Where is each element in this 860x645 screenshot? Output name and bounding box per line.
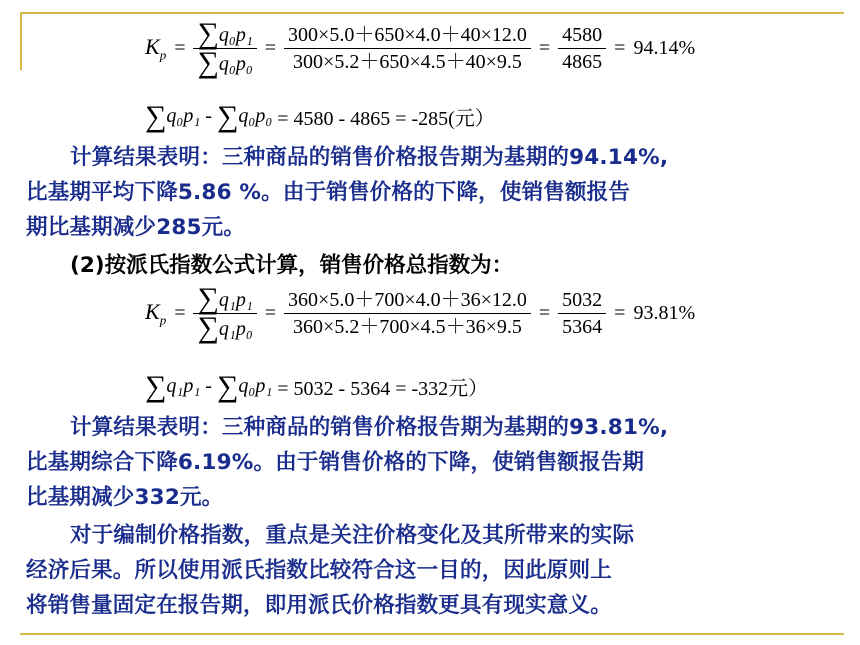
section-heading: (2)按派氏指数公式计算，销售价格总指数为： <box>70 253 514 278</box>
numeric-fraction: $\frac{300\times 5.0+650\times 4.0+40\times 12.0}{300\times 5.2+650\times 4.5+40\times 9.5}$ <box>284 22 531 75</box>
formula-result: 94.14% <box>633 37 696 59</box>
value-fraction: $\frac{4580}{4865}$ <box>558 22 606 75</box>
value-fraction: $\frac{5032}{5364}$ <box>558 287 606 340</box>
formula-result: 93.81% <box>633 302 696 324</box>
formula-lhs: $K_p$ <box>145 298 167 328</box>
left-border-rule <box>20 12 22 70</box>
difference-line-1: ∑ q₀p₁ - ∑ q₀p₀ = 4580 - 4865 = -285(元） <box>145 99 495 133</box>
symbolic-fraction: $\frac{\text{∑q₁p₁}}{\text{∑q₁p₀}}$ <box>193 285 256 342</box>
top-border-rule <box>20 12 844 14</box>
paasche-formula: $K_p$ = $\frac{\text{∑q₁p₁}}{\text{∑q₁p₀}}$ = $\frac{360\times 5.0+700\times 4.0+36\times 12.0}{360\times 5.2+700\times 4.5+36\times 9.5}$ = $\frac{5032}{5364}$ = 93.81% <box>145 282 696 344</box>
symbolic-fraction: $\frac{\text{∑q₀p₁}}{\text{∑q₀p₀}}$ <box>193 20 256 77</box>
formula-lhs: $K_p$ <box>145 33 167 63</box>
laspeyres-formula: $K_p$ = $\frac{\text{∑q₀p₁}}{\text{∑q₀p₀}}$ = $\frac{300\times 5.0+650\times 4.0+40\times 12.0}{300\times 5.2+650\times 4.5+40\times 9.5}$ = $\frac{4580}{4865}$ = 94.14% <box>145 17 696 79</box>
difference-line-2: ∑ q₁p₁ - ∑ q₀p₁ = 5032 - 5364 = -332元） <box>145 369 489 403</box>
result-paragraph-2: 计算结果表明：三种商品的销售价格报告期为基期的93.81%, 比基期综合下降6.19%。由于销售价格的下降，使销售额报告期 比基期减少332元。 <box>26 415 669 510</box>
result-paragraph-1: 计算结果表明：三种商品的销售价格报告期为基期的94.14%, 比基期平均下降5.86 %。由于销售价格的下降，使销售额报告 期比基期减少285元。 <box>26 145 669 240</box>
bottom-border-rule <box>20 633 844 635</box>
numeric-fraction: $\frac{360\times 5.0+700\times 4.0+36\times 12.0}{360\times 5.2+700\times 4.5+36\times 9.5}$ <box>284 287 531 340</box>
conclusion-paragraph: 对于编制价格指数，重点是关注价格变化及其所带来的实际 经济后果。所以使用派氏指数比较符合这一目的，因此原则上 将销售量固定在报告期，即用派氏价格指数更具有现实意义。 <box>26 523 635 618</box>
